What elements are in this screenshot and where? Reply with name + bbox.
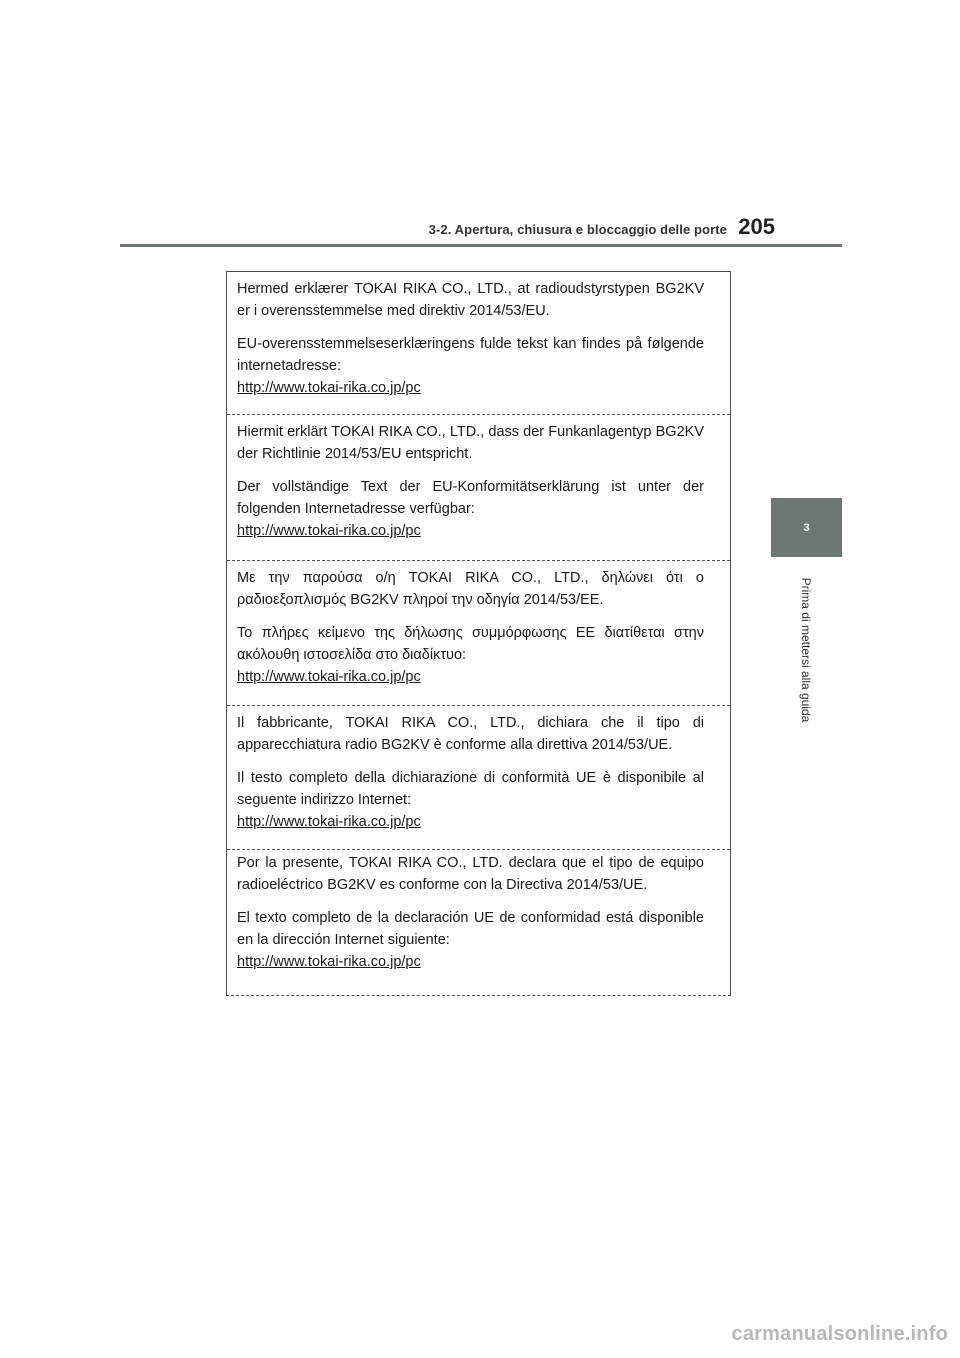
page-number: 205: [738, 214, 775, 239]
notice-statement: Hiermit erklärt TOKAI RIKA CO., LTD., dass der Funkanlagentyp BG2KV der Richtlinie 2014/53/EU entspricht.: [237, 424, 704, 462]
section-title: 3-2. Apertura, chiusura e bloccaggio delle porte: [428, 222, 727, 237]
notice-url-link[interactable]: http://www.tokai-rika.co.jp/pc: [237, 380, 421, 396]
chapter-number: 3: [803, 521, 810, 534]
notice-section-italian: [227, 706, 730, 850]
notice-availability: EU-overensstemmelseserklæringens fulde tekst kan findes på følgende internetadresse:: [237, 336, 704, 374]
notice-availability: Το πλήρες κείμενο της δήλωσης συμμόρφωσης ΕΕ διατίθεται στην ακόλουθη ιστοσελίδα στο διαδίκτυο:: [237, 625, 704, 663]
notice-section-danish: [227, 272, 730, 415]
chapter-label: Prima di mettersi alla guida: [799, 577, 813, 723]
notice-url-link[interactable]: http://www.tokai-rika.co.jp/pc: [237, 954, 421, 970]
header-divider: [120, 244, 842, 247]
notice-url-link[interactable]: http://www.tokai-rika.co.jp/pc: [237, 523, 421, 539]
notice-statement: Hermed erklærer TOKAI RIKA CO., LTD., at radioudstyrstypen BG2KV er i overensstemmelse med direktiv 2014/53/EU.: [237, 281, 704, 319]
notice-availability: Il testo completo della dichiarazione di conformità UE è disponibile al seguente indirizzo Internet:: [237, 770, 704, 808]
notice-url-link[interactable]: http://www.tokai-rika.co.jp/pc: [237, 669, 421, 685]
watermark-text: carmanualsonline.info: [731, 1323, 948, 1345]
notice-statement: Il fabbricante, TOKAI RIKA CO., LTD., dichiara che il tipo di apparecchiatura radio BG2KV è conforme alla direttiva 2014/53/UE.: [237, 715, 704, 753]
notice-section-greek: [227, 561, 730, 706]
notice-statement: Με την παρούσα ο/η TOKAI RIKA CO., LTD., δηλώνει ότι ο ραδιοεξοπλισμός BG2KV πληροί την οδηγία 2014/53/ΕΕ.: [237, 570, 704, 608]
notice-url-link[interactable]: http://www.tokai-rika.co.jp/pc: [237, 814, 421, 830]
chapter-tab[interactable]: [771, 498, 842, 557]
notice-section-spanish: [227, 850, 730, 995]
notice-statement: Por la presente, TOKAI RIKA CO., LTD. declara que el tipo de equipo radioeléctrico BG2KV es conforme con la Directiva 2014/53/UE.: [237, 855, 704, 893]
conformity-notice-box: [226, 271, 731, 996]
notice-availability: Der vollständige Text der EU-Konformitätserklärung ist unter der folgenden Internetadresse verfügbar:: [237, 479, 704, 517]
page-header: [120, 205, 842, 247]
notice-availability: El texto completo de la declaración UE de conformidad está disponible en la dirección Internet siguiente:: [237, 910, 704, 948]
notice-section-german: [227, 415, 730, 561]
